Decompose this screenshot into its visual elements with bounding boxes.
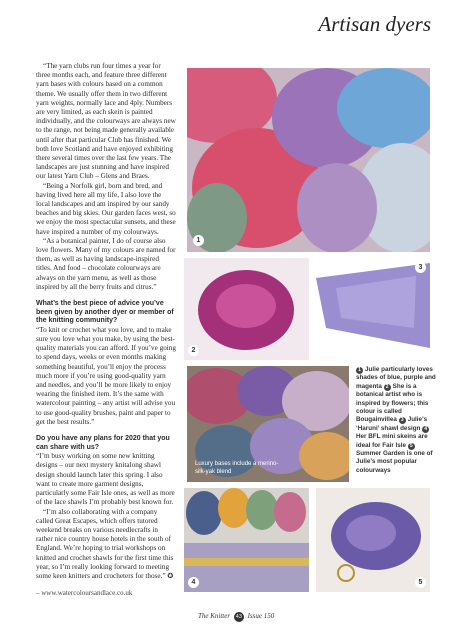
paragraph-text: “I’m also collaborating with a company called Great Escapes, which offers tutored weekend breaks on various needlecrafts in rather nice country house hotels in the south of England. We’re hoping to trial workshops on knitted and crochet shawls for the first time this year, so I’m really looking forward to meeting some keen knitters and crocheters for those.”	[36, 507, 174, 580]
photo-number-badge: 2	[188, 345, 199, 356]
caption-text: Julie’s ‘Haruni’ shawl design	[356, 416, 428, 432]
paragraph: “As a botanical painter, I do of course also love flowers. Many of my colours are named for them, as well as having landscape-inspired titles. And food – chocolate colourways are always on the yarn menu, as well as those inspired by all the berry fruits and citrus.”	[36, 236, 176, 291]
photo-2-image	[184, 258, 309, 360]
caption-number: 3	[399, 417, 406, 424]
paragraph: “The yarn clubs run four times a year for three months each, and feature three different yarn bases with colours based on a common theme. We usually offer them in two different yarn weights, normally lace and 4ply. Numbers are very limited, as each skein is painted individually, and the colourways are always new to the range, not being made generally available until after that particular Club has finished. We both love Scotland and have enjoyed exhibiting there several times over the last few years. The landscapes are just stunning and have inspired our latest Yarn Club – Glens and Braes.	[36, 62, 176, 181]
photo-number-badge: 4	[188, 577, 199, 588]
photo-mini-skeins	[187, 366, 349, 482]
page-number: 43	[235, 614, 242, 620]
photo-yarn-skeins-1	[187, 68, 430, 252]
caption-text: She is a botanical artist who is inspired by flowers; this colour is called Bougainvillea	[356, 382, 429, 424]
question-heading: Do you have any plans for 2020 that you can share with us?	[36, 435, 170, 451]
paragraph	[36, 508, 176, 582]
caption-number: 4	[422, 426, 429, 433]
photo-5-image	[316, 488, 430, 592]
article-text-top	[36, 62, 176, 581]
photo-summer-garden-5	[316, 488, 430, 592]
photo-overlay-caption: Luxury bases include a merino-silk-yak blend	[195, 461, 279, 475]
caption-number: 5	[408, 443, 415, 450]
photo-4-image	[184, 488, 309, 592]
website-credit: – www.watercoloursandlace.co.uk	[36, 589, 133, 597]
photo-shawl-3	[316, 258, 430, 360]
caption-number: 1	[356, 367, 363, 374]
caption-text: Summer Garden is one of Julie’s most popular colourways	[356, 450, 433, 474]
photo-captions	[356, 366, 436, 475]
question-heading: What’s the best piece of advice you’ve been given by another dyer or member of the knitting community?	[36, 300, 174, 325]
photo-1-image	[187, 68, 430, 252]
caption-number: 2	[384, 384, 391, 391]
paragraph: “I’m busy working on some new knitting designs – our next mystery knitalong shawl design should launch later this spring. I also want to create more garment designs, particularly some Fair Isle ones, as well as more of the lace shawls I’m probably best known for.	[36, 452, 175, 507]
magazine-name: The Knitter	[198, 612, 231, 620]
paragraph: “Being a Norfolk girl, born and bred, and having lived here all my life, I also love the local landscapes and am inspired by our sandy beaches and big skies. Our garden faces west, so we enjoy the most spectacular sunsets, and these have inspired a number of my colourways.	[36, 181, 176, 236]
end-mark: ✪	[167, 571, 174, 580]
paragraph: “To knit or crochet what you love, and to make sure you love what you make, by using the best-quality materials you can afford. If you’ve going to spend days, weeks or even months making something beautiful, you’ll enjoy the process much more if you’re using good-quality yarn and needles, and you’ll be more likely to enjoy wearing the finished item. It’s the same with watercolour painting – any artist will advise you to use good-quality brushes, paint and paper to get the best results.”	[36, 325, 176, 426]
page-section-title: Artisan dyers	[318, 12, 431, 36]
photo-yarn-skein-2	[184, 258, 309, 360]
photo-number-badge: 3	[415, 262, 426, 273]
caption-text: Julie particularly loves shades of blue, purple and magenta	[356, 366, 436, 390]
caption-text: Her BFL mini skeins are ideal for Fair Isle	[356, 433, 428, 449]
photo-fair-isle-4	[184, 488, 309, 592]
page-footer	[198, 612, 274, 622]
photo-number-badge: 1	[193, 235, 204, 246]
photo-3-image	[316, 258, 430, 360]
photo-number-badge: 5	[415, 577, 426, 588]
issue-number: Issue 150	[247, 612, 275, 620]
